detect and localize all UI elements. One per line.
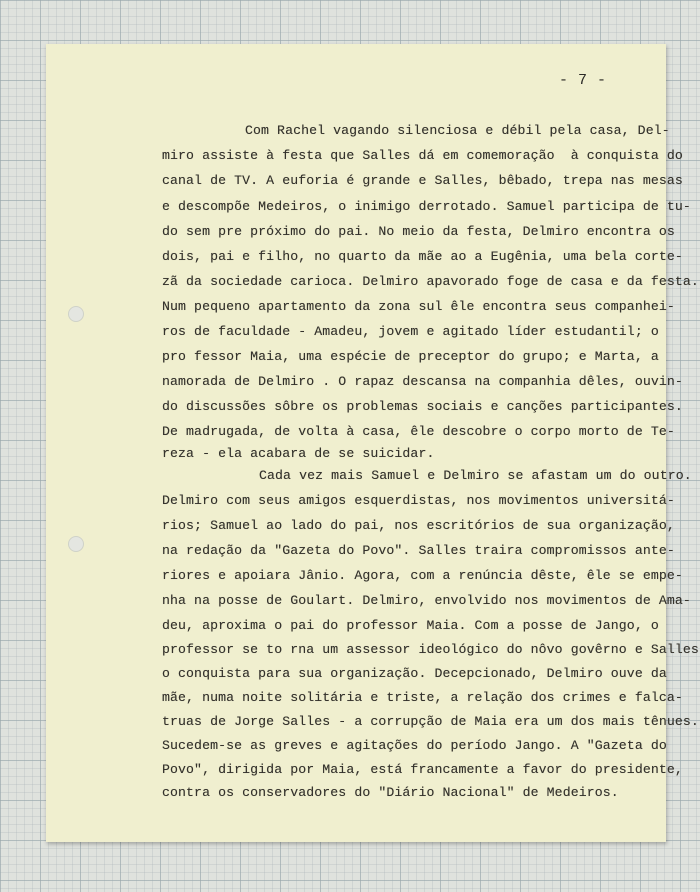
text-line: truas de Jorge Salles - a corrupção de Maia era um dos mais tênues.: [162, 714, 699, 729]
text-line: deu, aproxima o pai do professor Maia. Com a posse de Jango, o: [162, 618, 659, 633]
text-line: e descompõe Medeiros, o inimigo derrotado. Samuel participa de tu-: [162, 199, 691, 214]
text-line: riores e apoiara Jânio. Agora, com a renúncia dêste, êle se empe-: [162, 568, 683, 583]
text-line: miro assiste à festa que Salles dá em comemoração à conquista do: [162, 148, 683, 163]
text-line: Com Rachel vagando silenciosa e débil pela casa, Del-: [245, 123, 670, 138]
text-line: ros de faculdade - Amadeu, jovem e agitado líder estudantil; o: [162, 324, 659, 339]
text-line: professor se to rna um assessor ideológico do nôvo govêrno e Salles: [162, 642, 699, 657]
text-line: na redação da "Gazeta do Povo". Salles traira compromissos ante-: [162, 543, 675, 558]
text-line: Delmiro com seus amigos esquerdistas, nos movimentos universitá-: [162, 493, 675, 508]
text-line: De madrugada, de volta à casa, êle descobre o corpo morto de Te-: [162, 424, 675, 439]
typewritten-page: [46, 44, 699, 842]
text-line: contra os conservadores do "Diário Nacional" de Medeiros.: [162, 785, 619, 800]
text-line: do sem pre próximo do pai. No meio da festa, Delmiro encontra os: [162, 224, 675, 239]
text-line: namorada de Delmiro . O rapaz descansa na companhia dêles, ouvin-: [162, 374, 683, 389]
text-line: o conquista para sua organização. Decepcionado, Delmiro ouve da: [162, 666, 667, 681]
text-line: Num pequeno apartamento da zona sul êle encontra seus companhei-: [162, 299, 675, 314]
punch-hole-lower: [68, 536, 84, 552]
text-line: Povo", dirigida por Maia, está francamente a favor do presidente,: [162, 762, 683, 777]
page-number: - 7 -: [559, 72, 607, 89]
text-line: reza - ela acabara de se suicidar.: [162, 446, 435, 461]
text-line: rios; Samuel ao lado do pai, nos escritórios de sua organização,: [162, 518, 675, 533]
text-line: do discussões sôbre os problemas sociais e canções participantes.: [162, 399, 683, 414]
text-line: pro fessor Maia, uma espécie de preceptor do grupo; e Marta, a: [162, 349, 659, 364]
text-line: Cada vez mais Samuel e Delmiro se afastam um do outro.: [259, 468, 692, 483]
text-line: mãe, numa noite solitária e triste, a relação dos crimes e falca-: [162, 690, 683, 705]
text-line: dois, pai e filho, no quarto da mãe ao a Eugênia, uma bela corte-: [162, 249, 683, 264]
text-line: zã da sociedade carioca. Delmiro apavorado foge de casa e da festa.: [162, 274, 699, 289]
punch-hole-upper: [68, 306, 84, 322]
text-line: nha na posse de Goulart. Delmiro, envolvido nos movimentos de Ama-: [162, 593, 691, 608]
text-line: Sucedem-se as greves e agitações do período Jango. A "Gazeta do: [162, 738, 667, 753]
text-line: canal de TV. A euforia é grande e Salles, bêbado, trepa nas mesas: [162, 173, 683, 188]
